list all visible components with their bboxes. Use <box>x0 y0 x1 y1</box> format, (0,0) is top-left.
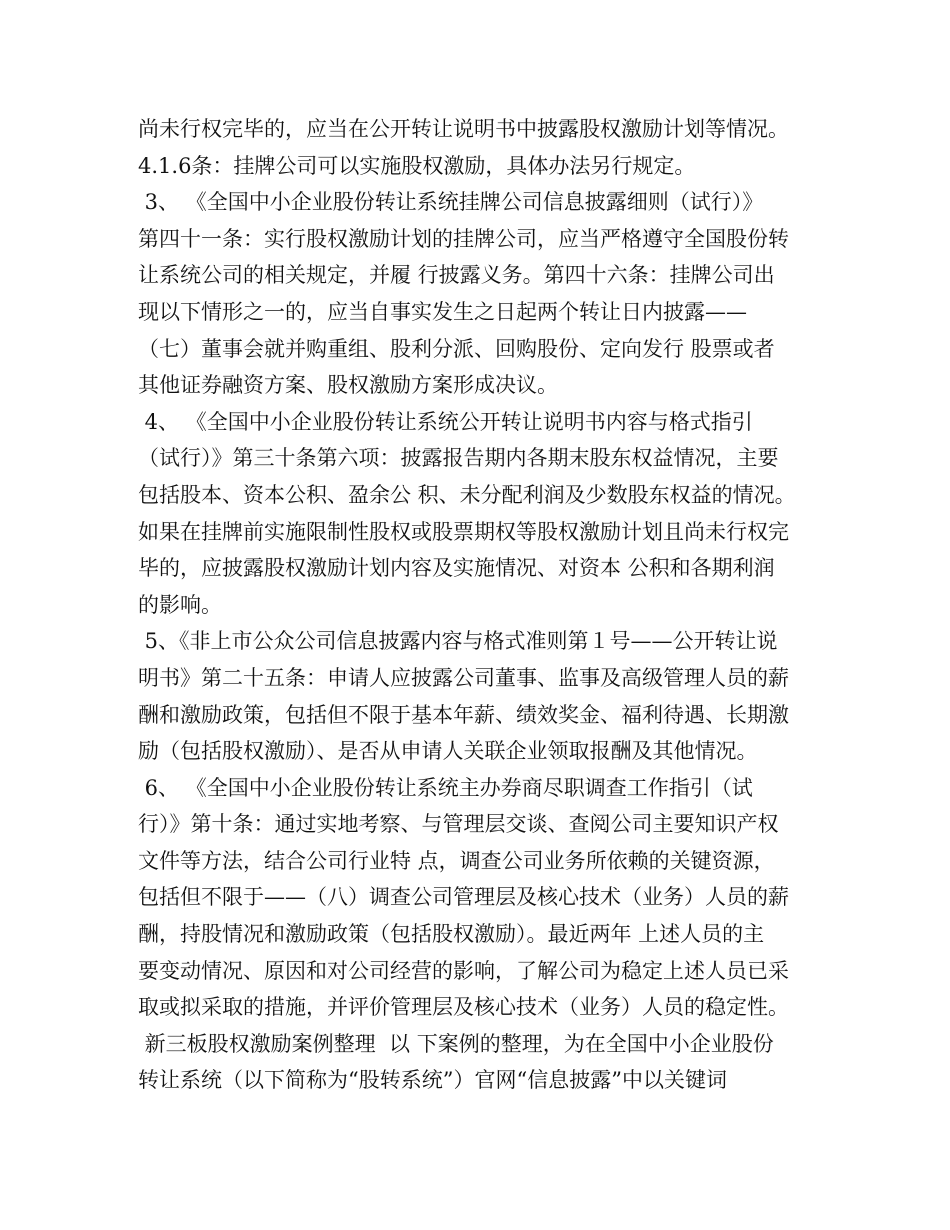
text-line: 明书》第二十五条：申请人应披露公司董事、监事及高级管理人员的薪 <box>138 665 789 690</box>
text-line: 现以下情形之一的，应当自事实发生之日起两个转让日内披露—— <box>138 299 747 324</box>
text-line: 励（包括股权激励）、是否从申请人关联企业领取报酬及其他情况。 <box>138 739 758 764</box>
text-line: 行）》第十条：通过实地考察、与管理层交谈、查阅公司主要知识产权 <box>138 812 779 837</box>
text-line: 其他证券融资方案、股权激励方案形成决议。 <box>138 373 558 398</box>
text-line: 让系统公司的相关规定，并履 行披露义务。第四十六条：挂牌公司出 <box>138 263 775 288</box>
text-line: 4、 《全国中小企业股份转让系统公开转让说明书内容与格式指引 <box>138 409 753 434</box>
text-line: （七）董事会就并购重组、股利分派、回购股份、定向发行 股票或者 <box>138 336 775 361</box>
text-line: 尚未行权完毕的，应当在公开转让说明书中披露股权激励计划等情况。 <box>138 117 789 141</box>
text-line: 5、《非上市公众公司信息披露内容与格式准则第１号——公开转让说 <box>138 629 778 654</box>
text-line: 包括股本、资本公积、盈余公 积、未分配利润及少数股东权益的情况。 <box>138 482 796 507</box>
text-line: 毕的，应披露股权激励计划内容及实施情况、对资本 公积和各期利润 <box>138 556 775 581</box>
text-line: 酬和激励政策，包括但不限于基本年薪、绩效奖金、福利待遇、长期激 <box>138 702 789 727</box>
text-line: 3、 《全国中小企业股份转让系统挂牌公司信息披露细则（试行）》 <box>138 190 764 215</box>
text-line: 如果在挂牌前实施限制性股权或股票期权等股权激励计划且尚未行权完 <box>138 519 789 544</box>
text-line: 新三板股权激励案例整理 以 下案例的整理，为在全国中小企业股份 <box>138 1031 774 1056</box>
text-line: 要变动情况、原因和对公司经营的影响，了解公司为稳定上述人员已采 <box>138 958 789 983</box>
text-line: 4.1.6条：挂牌公司可以实施股权激励，具体办法另行规定。 <box>138 153 696 178</box>
text-line: 酬，持股情况和激励政策（包括股权激励）。最近两年 上述人员的主 <box>138 922 765 947</box>
text-line: 包括但不限于——（八）调查公司管理层及核心技术（业务）人员的薪 <box>138 885 789 910</box>
text-line: 的影响。 <box>138 592 222 617</box>
text-line: （试行）》第三十条第六项：披露报告期内各期末股东权益情况，主要 <box>138 446 779 471</box>
text-line: 转让系统（以下简称为“股转系统”）官网“信息披露”中以关键词 <box>138 1068 727 1093</box>
body-text <box>138 111 838 1099</box>
text-line: 6、 《全国中小企业股份转让系统主办券商尽职调查工作指引（试 <box>138 775 753 800</box>
text-line: 文件等方法，结合公司行业特 点，调查公司业务所依赖的关键资源， <box>138 848 775 873</box>
text-line: 第四十一条：实行股权激励计划的挂牌公司，应当严格遵守全国股份转 <box>138 226 789 251</box>
text-line: 取或拟采取的措施，并评价管理层及核心技术（业务）人员的稳定性。 <box>138 995 789 1020</box>
